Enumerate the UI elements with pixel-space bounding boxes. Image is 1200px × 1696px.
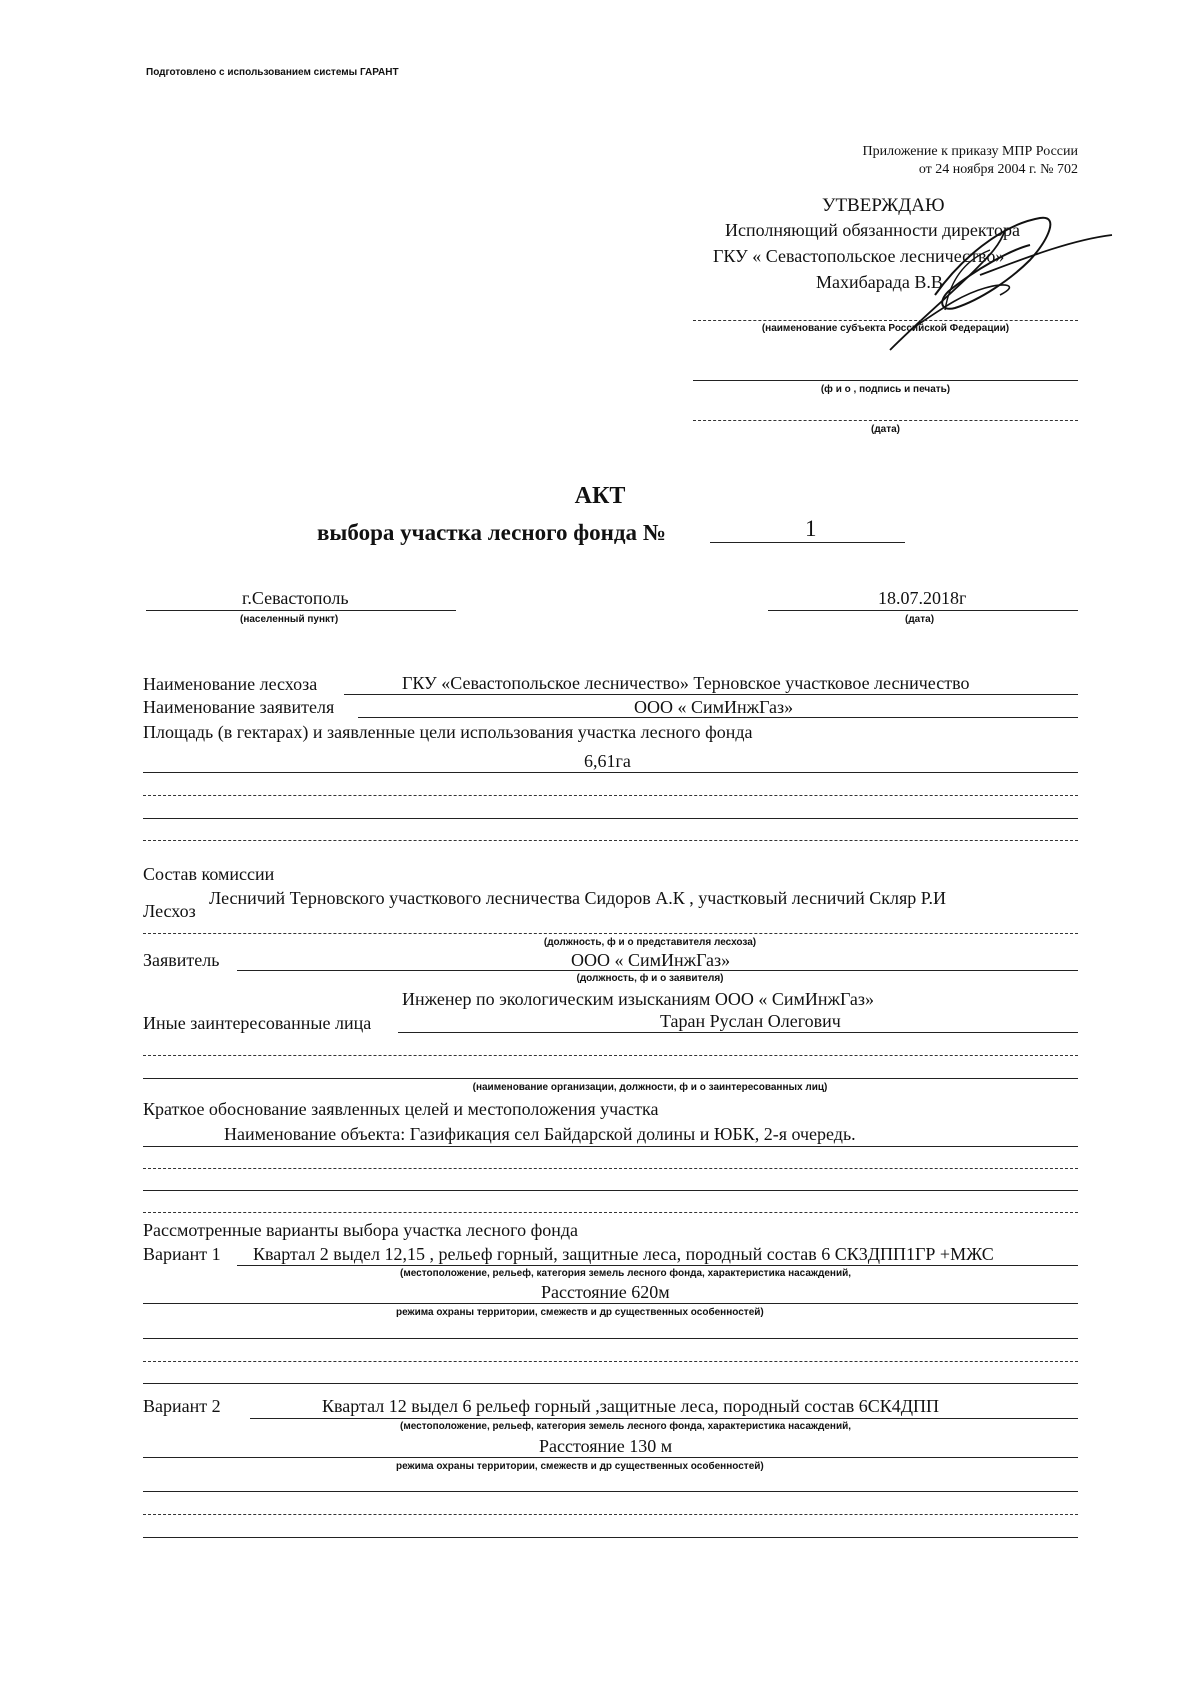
fio-caption: (ф и о , подпись и печать) xyxy=(820,384,951,395)
area-line-3 xyxy=(143,818,1078,819)
variant-1-line xyxy=(237,1265,1078,1266)
approval-line-2: ГКУ « Севастопольское лесничество» xyxy=(713,246,1005,266)
commission-others-line1: Инженер по экологическим изысканиям ООО « СимИнжГаз» xyxy=(402,989,875,1009)
area-line-2 xyxy=(143,795,1078,796)
commission-others-label: Иные заинтересованные лица xyxy=(143,1013,372,1033)
applicant-label: Наименование заявителя xyxy=(143,697,335,717)
act-subtitle: выбора участка лесного фонда № xyxy=(317,520,666,545)
commission-applicant-value: ООО « СимИнжГаз» xyxy=(571,950,731,970)
fio-line xyxy=(693,380,1078,381)
variant-1-line-3 xyxy=(143,1338,1078,1339)
area-line-4 xyxy=(143,840,1078,841)
commission-applicant-caption: (должность, ф и о заявителя) xyxy=(576,973,724,984)
area-line-1 xyxy=(143,772,1078,773)
variant-1-caption-2: режима охраны территории, смежеств и др существенных особенностей) xyxy=(396,1307,764,1318)
variant-2-caption-2: режима охраны территории, смежеств и др существенных особенностей) xyxy=(396,1461,764,1472)
commission-forestry-caption: (должность, ф и о представителя лесхоза) xyxy=(543,937,757,948)
variant-1-value: Квартал 2 выдел 12,15 , рельеф горный, защитные леса, породный состав 6 СК3ДПП1ГР +МЖС xyxy=(253,1244,994,1264)
approval-title: УТВЕРЖДАЮ xyxy=(822,195,945,216)
variant-1-label: Вариант 1 xyxy=(143,1244,221,1264)
date-sign-caption: (дата) xyxy=(870,424,901,435)
variant-2-value: Квартал 12 выдел 6 рельеф горный ,защитные леса, породный состав 6СК4ДПП xyxy=(322,1396,940,1416)
subject-line xyxy=(693,320,1078,321)
commission-others-value: Таран Руслан Олегович xyxy=(660,1011,841,1031)
date-sign-line xyxy=(693,420,1078,421)
commission-others-line-2 xyxy=(143,1055,1078,1056)
variant-2-line-3 xyxy=(143,1491,1078,1492)
variant-2-distance: Расстояние 130 м xyxy=(539,1436,673,1456)
commission-forestry-label: Лесхоз xyxy=(143,901,196,921)
area-value: 6,61га xyxy=(584,751,631,771)
variants-title: Рассмотренные варианты выбора участка лесного фонда xyxy=(143,1220,579,1240)
date-value: 18.07.2018г xyxy=(878,588,967,608)
area-label: Площадь (в гектарах) и заявленные цели использования участка лесного фонда xyxy=(143,722,753,742)
commission-title: Состав комиссии xyxy=(143,864,275,884)
commission-others-line-1 xyxy=(398,1032,1078,1033)
act-number-line xyxy=(710,542,905,543)
justification-line-1 xyxy=(143,1146,1078,1147)
commission-applicant-label: Заявитель xyxy=(143,950,220,970)
forestry-label: Наименование лесхоза xyxy=(143,674,318,694)
commission-applicant-line xyxy=(237,970,1078,971)
variant-2-line xyxy=(250,1418,1078,1419)
approval-line-3: Махибарада В.В xyxy=(816,272,943,292)
commission-others-caption: (наименование организации, должности, ф и о заинтересованных лиц) xyxy=(472,1082,828,1093)
variant-1-distance: Расстояние 620м xyxy=(541,1282,670,1302)
forestry-line xyxy=(344,694,1078,695)
approval-line-1: Исполняющий обязанности директора xyxy=(725,220,1021,240)
variant-1-caption-1: (местоположение, рельеф, категория земель лесного фонда, характеристика насаждений, xyxy=(400,1268,852,1279)
variant-1-distance-line xyxy=(143,1303,1078,1304)
variant-2-label: Вариант 2 xyxy=(143,1396,221,1416)
forestry-value: ГКУ «Севастопольское лесничество» Терновское участковое лесничество xyxy=(402,673,970,693)
variant-2-line-4 xyxy=(143,1514,1078,1515)
applicant-value: ООО « СимИнжГаз» xyxy=(634,697,794,717)
justification-line-2 xyxy=(143,1168,1078,1169)
appendix-line-1: Приложение к приказу МПР России xyxy=(862,144,1078,159)
variant-1-line-5 xyxy=(143,1383,1078,1384)
commission-forestry-line xyxy=(143,933,1078,934)
justification-value: Наименование объекта: Газификация сел Байдарской долины и ЮБК, 2-я очередь. xyxy=(224,1124,856,1144)
place-caption: (населенный пункт) xyxy=(240,614,339,625)
variant-2-caption-1: (местоположение, рельеф, категория земель лесного фонда, характеристика насаждений, xyxy=(400,1421,852,1432)
subject-caption: (наименование субъекта Российской Федерации) xyxy=(761,323,1010,334)
commission-forestry-value: Лесничий Терновского участкового лесничества Сидоров А.К , участковый лесничий Скляр Р.И xyxy=(209,888,947,908)
place-value: г.Севастополь xyxy=(242,588,349,608)
header-note: Подготовлено с использованием системы ГАРАНТ xyxy=(146,67,399,78)
place-line xyxy=(146,610,456,611)
act-number: 1 xyxy=(805,516,817,541)
variant-2-line-5 xyxy=(143,1537,1078,1538)
commission-others-line-3 xyxy=(143,1078,1078,1079)
date-caption: (дата) xyxy=(905,614,935,625)
act-title: АКТ xyxy=(574,483,626,509)
justification-label: Краткое обоснование заявленных целей и местоположения участка xyxy=(143,1099,659,1119)
justification-line-3 xyxy=(143,1190,1078,1191)
date-line xyxy=(768,610,1078,611)
justification-line-4 xyxy=(143,1212,1078,1213)
variant-1-line-4 xyxy=(143,1361,1078,1362)
applicant-line xyxy=(358,717,1078,718)
appendix-line-2: от 24 ноября 2004 г. № 702 xyxy=(918,162,1078,177)
signature xyxy=(880,200,1120,360)
variant-2-distance-line xyxy=(143,1457,1078,1458)
